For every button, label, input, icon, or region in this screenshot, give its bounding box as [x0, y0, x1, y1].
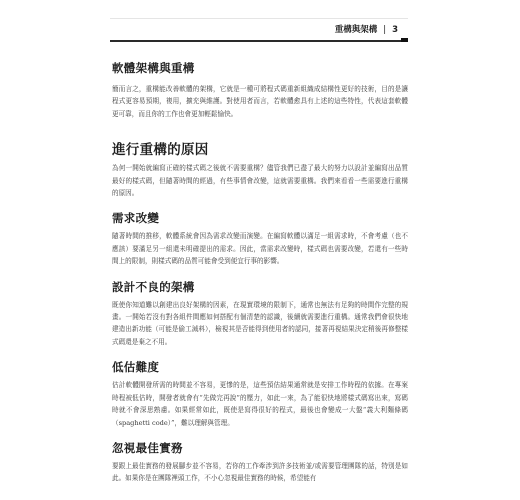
section-body-architecture: 簡而言之，重構能改善軟體的架構，它就是一種可將程式碼重新組織成結構性更好的技術，目的是讓程式更容易預期，複用，擴充與維護。對使用者而言，若軟體愈具有上述的這些特性，代表這套軟體更可靠，而且你的工作也會更加輕鬆愉快。 [112, 85, 408, 118]
section-body-underestimate: 估計軟體開發所需的時間並不容易，更慘的是，這些預估結果通常就是安排工作時程的依據。在專案時程被低估時，開發者就會有“先做完再說”的壓力，如此一來，為了能很快地將樣式碼寫出來，寫碼時就不會深思熟慮。如果經常如此，既使是寫得很好的程式，最後也會變成一大盤“義大利麵條碼（spaghetti code）”，難以理解與管理。 [112, 381, 408, 427]
section-title-best-practices: 忽視最佳實務 [112, 440, 183, 455]
section-title-requirements: 需求改變 [112, 211, 160, 226]
section-title-underestimate: 低估難度 [112, 360, 160, 375]
page-body [112, 60, 408, 485]
section-title-poor-design: 設計不良的架構 [112, 279, 195, 294]
section-body-best-practices: 要跟上最佳實務的發展腳步並不容易，若你的工作牽涉到許多技術並/或需要管理團隊的話，特別是如此。如果你是在團隊裡頭工作，不小心忽視最佳實務的時候，希望能有 [112, 461, 408, 483]
section-body-poor-design: 既使你知道難以創建出良好架構的因素，在現實環境的限制下，通常也無法有足夠的時間作完整的規畫。一開始若沒有對各組件間應如何搭配有個清楚的認識，後續就需要進行重構。通常我們會很快地建造出新功能（可能是偷工減料），檢視其是否能得到使用者的認同，接著再視結果決定稍後再修整樣式碼還是棄之不用。 [112, 300, 408, 346]
running-title: 重構與架構 [334, 25, 378, 35]
section-title-architecture: 軟體架構與重構 [112, 61, 195, 75]
page-header [110, 18, 408, 42]
running-head [335, 23, 398, 35]
header-separator: | [383, 25, 387, 35]
page-marker [401, 38, 408, 42]
section-title-reasons: 進行重構的原因 [112, 142, 209, 159]
section-body-reasons: 為何一開始就編寫正確的樣式碼之後就不需要重構？儘管我們已盡了最大的努力以設計並編寫出品質最好的樣式碼，但隨著時間的經過，有些事情會改變，這就需要重構。我們來看看一些需要進行重構的原因。 [112, 164, 408, 198]
header-top-rule [110, 18, 408, 19]
section-body-requirements: 隨著時間的推移，軟體系統會因為需求改變而演變。在編寫軟體以滿足一組需求時，不會考慮（也不應該）要滿足另一組還未明確提出的需求。因此，當需求改變時，樣式碼也需要改變，若還有一些時間上的限制，則樣式碼的品質可能會受到便宜行事的影響。 [112, 232, 408, 266]
page-number: 3 [392, 25, 398, 35]
